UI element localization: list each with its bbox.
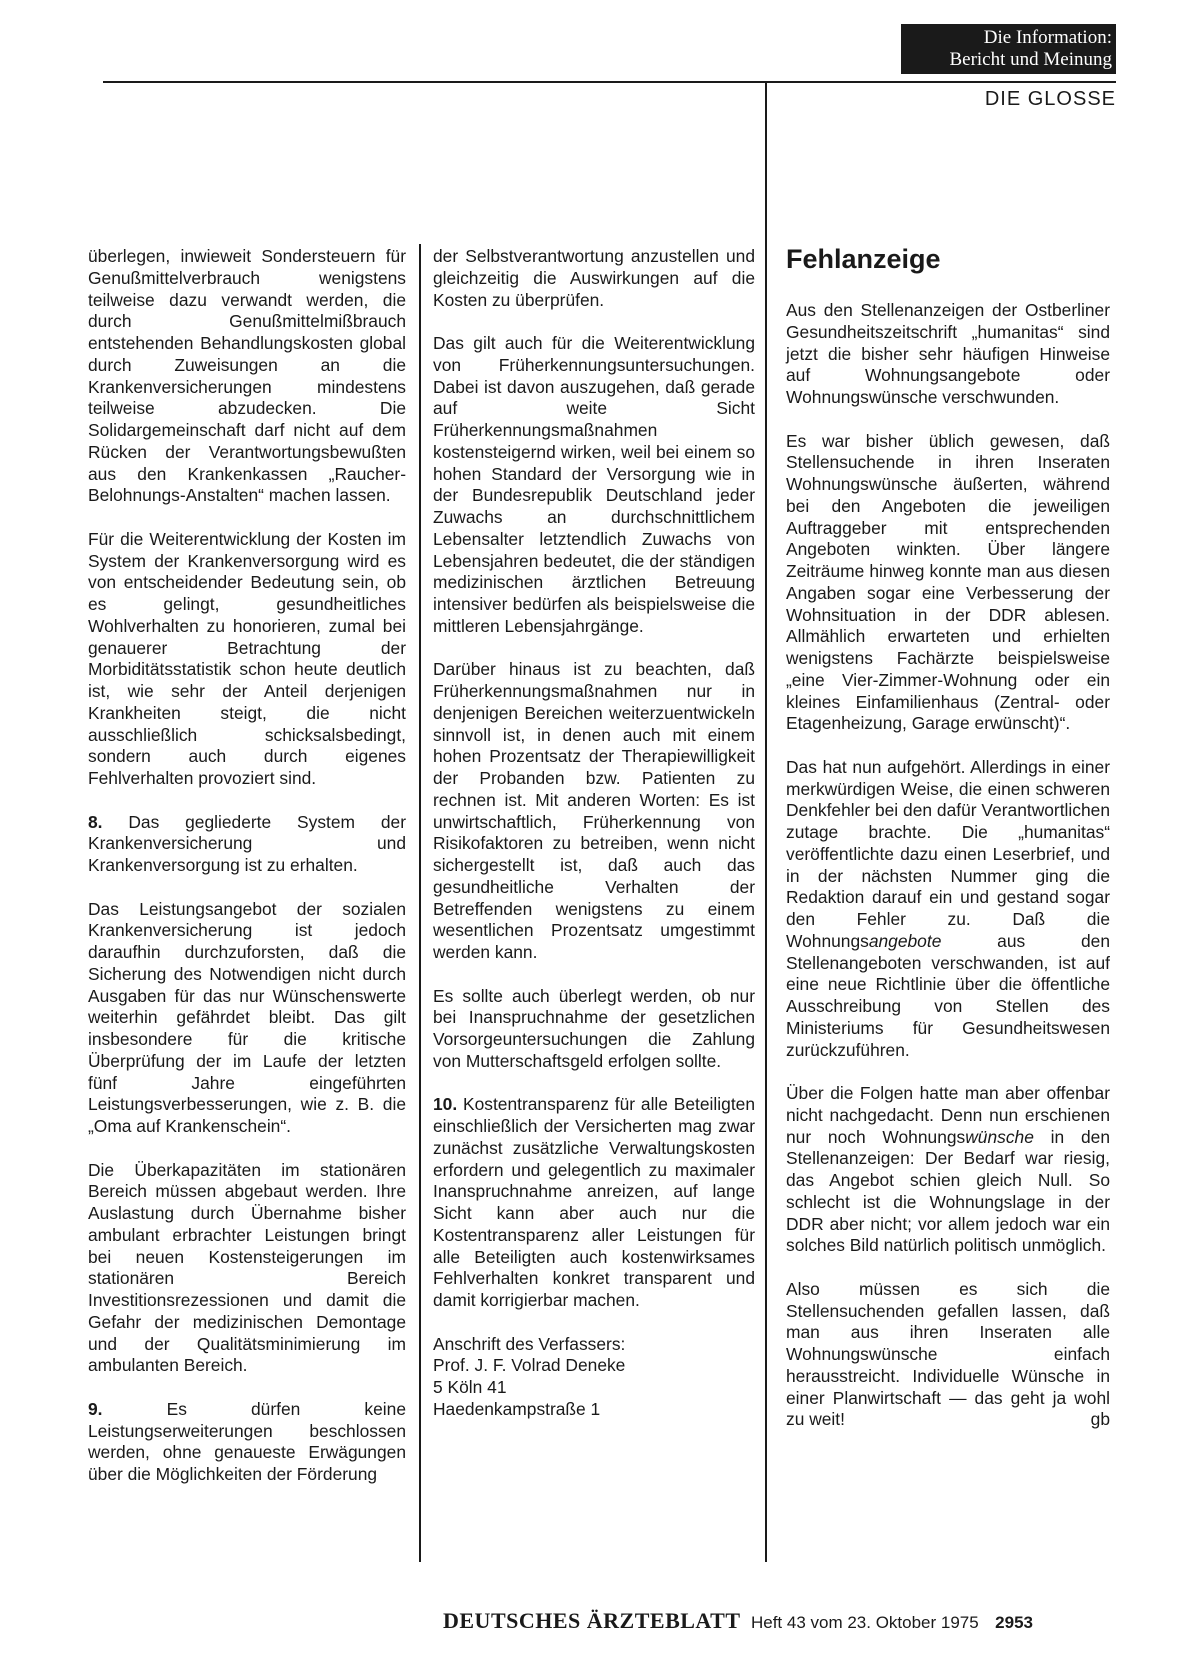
section-label: DIE GLOSSE xyxy=(984,88,1116,110)
journal-masthead: DEUTSCHES ÄRZTEBLATT xyxy=(443,1608,741,1633)
emphasis: wünsche xyxy=(965,1126,1034,1147)
rubric-line-2: Bericht und Meinung xyxy=(949,49,1112,70)
paragraph xyxy=(786,757,1110,1062)
page-number: 2953 xyxy=(995,1613,1033,1632)
address-line: Prof. J. F. Volrad Deneke xyxy=(433,1355,626,1376)
item-number: 9. xyxy=(88,1398,103,1419)
article-column-2 xyxy=(433,246,755,1442)
numbered-paragraph-10 xyxy=(433,1094,755,1312)
paragraph: Das Leistungsangebot der sozialen Krankenversicherung ist jedoch daraufhin durchzuforsten, daß die Sicherung des Notwendigen nicht durch Ausgaben für das nur Wünschenswerte weiterhin gefährdet bleibt. Das gilt insbesondere für die kritische Überprüfung der im Laufe der letzten fünf Jahre eingeführten Leistungsverbesserungen, wie z. B. die „Oma auf Krankenschein“. xyxy=(88,898,406,1136)
paragraph: Für die Weiterentwicklung der Kosten im System der Krankenversorgung wird es von entscheidender Bedeutung sein, ob es gelingt, gesundheitliches Wohlverhalten zu honorieren, zumal bei genauerer Betrachtung der Morbiditätsstatistik schon heute deutlich ist, wie sehr der Anteil derjenigen Krankheiten steigt, die nicht ausschließlich schicksalsbedingt, sondern auch durch eigenes Fehlverhalten provoziert sind. xyxy=(88,528,406,788)
issue-info: Heft 43 vom 23. Oktober 1975 xyxy=(750,1613,979,1632)
text-run: Das hat nun aufgehört. Allerdings in einer merkwürdigen Weise, die einen schweren Denkfehler bei den dafür Verantwortlichen zutage brachte. Die „humanitas“ veröffentlichte dazu einen Leserbrief, und in der nächsten Nummer ging die Redaktion darauf ein und gestand sogar den Fehler zu. Daß die Wohnungs xyxy=(786,756,1110,951)
item-number: 8. xyxy=(88,811,103,832)
header-rule xyxy=(103,81,1116,83)
paragraph-text: Das gegliederte System der Krankenversicherung und Krankenversorgung ist zu erhalten. xyxy=(88,811,406,875)
item-number: 10. xyxy=(433,1094,458,1115)
gloss-column xyxy=(786,300,1110,1453)
paragraph: Die Überkapazitäten im stationären Bereich müssen abgebaut werden. Ihre Auslastung durch Übernahme bisher ambulant erbrachter Leistungen bringt bei neuen Kostensteigerungen im stationären Bereich Investitionsrezessionen und damit die Gefahr der medizinischen Demontage und der Qualitätsminimierung im ambulanten Bereich. xyxy=(88,1159,406,1376)
gloss-divider-rule xyxy=(765,82,767,1562)
address-line: Anschrift des Verfassers: xyxy=(433,1333,626,1354)
paragraph: Aus den Stellenanzeigen der Ostberliner Gesundheitszeitschrift „humanitas“ sind jetzt die bisher sehr häufigen Hinweise auf Wohnungsangebote oder Wohnungswünsche verschwunden. xyxy=(786,300,1110,407)
numbered-paragraph-9 xyxy=(88,1399,406,1486)
paragraph: Es sollte auch überlegt werden, ob nur bei Inanspruchnahme der gesetzlichen Vorsorgeuntersuchungen die Zahlung von Mutterschaftsgeld erfolgen sollte. xyxy=(433,985,755,1071)
paragraph: Es war bisher üblich gewesen, daß Stellensuchende in ihren Inseraten Wohnungswünsche äußerten, während bei den Angeboten die jeweiligen Auftraggeber mit entsprechenden Angeboten winkten. Über längere Zeiträume hinweg konnte man aus diesen Angaben sogar eine Verbesserung der Wohnsituation in der DDR ablesen. Allmählich erwarteten und erhielten wenigstens Fachärzte beispielsweise „eine Vier-Zimmer-Wohnung oder ein kleines Einfamilienhaus (Zentral- oder Etagenheizung, Garage erwünscht)“. xyxy=(786,430,1110,734)
address-line: Haedenkampstraße 1 xyxy=(433,1398,601,1419)
paragraph: der Selbstverantwortung anzustellen und gleichzeitig die Auswirkungen auf die Kosten zu überprüfen. xyxy=(433,246,755,310)
paragraph: Das gilt auch für die Weiterentwicklung von Früherkennungsuntersuchungen. Dabei ist davon auszugehen, daß gerade auf weite Sicht Früherkennungsmaßnahmen kostensteigernd wirken, weil bei einem so hohen Standard der Versorgung wie in der Bundesrepublik Deutschland jeder Zuwachs an durchschnittlichem Lebensalter letztendlich Zuwachs von Lebensjahren bedeutet, die der ständigen medizinischen ärztlichen Betreuung intensiver bedürfen als beispielsweise die mittleren Lebensjahrgänge. xyxy=(433,333,755,636)
numbered-paragraph-8 xyxy=(88,812,406,877)
article-column-1 xyxy=(88,246,406,1508)
paragraph-text: Kostentransparenz für alle Beteiligten einschließlich der Versicherten mag zwar zunächst zusätzliche Verwaltungskosten erfordern und gelegentlich zu maximaler Inanspruchnahme anreizen, auf lange Sicht kann aber auch nur die Kostentransparenz aller Leistungen für alle Beteiligten auch kostenwirksames Fehlverhalten konkret transparent und damit korrigierbar machen. xyxy=(433,1094,755,1310)
paragraph-text: Es dürfen keine Leistungserweiterungen beschlossen werden, ohne genaueste Erwägungen über die Möglichkeiten der Förderung xyxy=(88,1398,406,1484)
paragraph: überlegen, inwieweit Sondersteuern für Genußmittelverbrauch wenigstens teilweise dazu verwandt werden, die durch Genußmittelmißbrauch entstehenden Behandlungskosten global durch Zuweisungen an die Krankenversicherungen mindestens teilweise abzudecken. Die Solidargemeinschaft darf nicht auf dem Rücken der Verantwortungsbewußten aus den Krankenkassen „Raucher-Belohnungs-Anstalten“ machen lassen. xyxy=(88,246,406,506)
gloss-title: Fehlanzeige xyxy=(786,244,941,274)
column-divider-rule xyxy=(419,244,421,1562)
text-run: aus den Stellenangeboten verschwanden, ist auf eine neue Richtlinie über die öffentliche Ausschreibung von Stellen des Ministeriums für Gesundheitswesen zurückzuführen. xyxy=(786,930,1110,1060)
rubric-badge xyxy=(901,24,1116,74)
rubric-line-1: Die Information: xyxy=(983,27,1112,48)
address-line: 5 Köln 41 xyxy=(433,1377,507,1397)
page-footer xyxy=(443,1608,1033,1634)
author-initials: gb xyxy=(1090,1409,1110,1430)
emphasis: angebote xyxy=(868,930,942,951)
text-run: Über die Folgen hatte man aber offenbar nicht nachgedacht. Denn nun erschienen nur noch Wohnungs xyxy=(786,1083,1110,1147)
paragraph: Darüber hinaus ist zu beachten, daß Früherkennungsmaßnahmen nur in denjenigen Bereichen weiterzuentwickeln sinnvoll ist, in denen auch mit einem hohen Prozentsatz der Therapiewilligkeit der Probanden bzw. Patienten zu rechnen ist. Mit anderen Worten: Es ist unwirtschaftlich, Früherkennung von Risikofaktoren zu betreiben, wenn nicht sichergestellt ist, daß auch das gesundheitliche Verhalten der Betreffenden wenigstens zu einem wesentlichen Prozentsatz umgestimmt werden kann. xyxy=(433,659,755,962)
text-run: in den Stellenanzeigen: Der Bedarf war riesig, das Angebot schien gleich Null. So schlecht ist die Wohnungslage in der DDR aber nicht; vor allem jedoch war ein solches Bild natürlich politisch unmöglich. xyxy=(786,1126,1110,1256)
paragraph xyxy=(786,1083,1110,1257)
paragraph xyxy=(786,1279,1110,1431)
paragraph-text: Also müssen es sich die Stellensuchenden gefallen lassen, daß man aus ihren Inseraten alle Wohnungswünsche einfach herausstreicht. Individuelle Wünsche in einer Planwirtschaft — das geht ja wohl zu weit! xyxy=(786,1278,1110,1430)
